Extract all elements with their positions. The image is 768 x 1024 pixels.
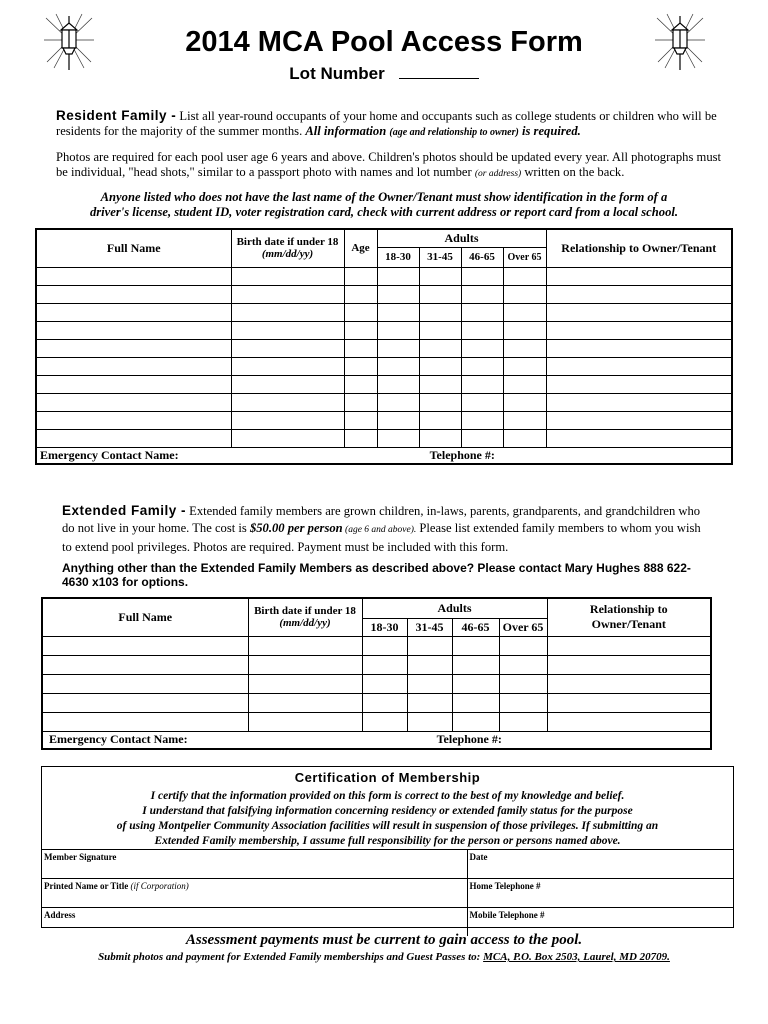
submit-note <box>0 951 768 963</box>
resident-emergency-row[interactable] <box>36 447 732 464</box>
printed-name-field[interactable] <box>42 879 467 908</box>
ext-col-full-name: Full Name <box>42 598 248 636</box>
certification-text <box>42 789 733 849</box>
photos-small: (or address) <box>474 169 522 179</box>
ext-col-adults: Adults <box>362 598 547 618</box>
table-row[interactable] <box>36 429 732 447</box>
cert-line-2: I understand that falsifying information concerning residency or extended family status for the purpose <box>142 805 633 817</box>
col-age: Age <box>344 229 377 267</box>
extended-contact: Anything other than the Extended Family Members as described above? Please contact Mary Hughes 888 622-4630 x103 for options. <box>62 561 691 589</box>
certification-title: Certification of Membership <box>294 770 481 785</box>
ext-emergency-label: Emergency Contact Name: <box>49 732 188 747</box>
printed-name-label: Printed Name or Title <box>44 881 131 891</box>
submit-address: MCA, P.O. Box 2503, Laurel, MD 20709. <box>483 951 670 963</box>
table-row[interactable] <box>36 411 732 429</box>
ext-relationship-b: Owner/Tenant <box>591 617 666 632</box>
resident-intro-bold: All information <box>305 124 390 138</box>
member-signature-field[interactable] <box>42 850 467 879</box>
resident-intro-small: (age and relationship to owner) <box>389 127 519 138</box>
form-title: 2014 MCA Pool Access Form <box>185 26 583 58</box>
id-line-2: driver's license, student ID, voter registration card, check with current address or report card from a local school. <box>89 205 679 219</box>
signature-table <box>42 849 733 936</box>
extended-intro <box>62 502 706 556</box>
table-row[interactable] <box>36 339 732 357</box>
lot-number-label: Lot Number <box>289 64 385 83</box>
col-18-30: 18-30 <box>377 247 419 267</box>
extended-heading: Extended Family - <box>62 503 187 518</box>
table-row[interactable] <box>36 285 732 303</box>
cert-line-4: Extended Family membership, I assume full responsibility for the person or persons named above. <box>154 835 621 847</box>
resident-intro <box>56 108 736 140</box>
id-line-1: Anyone listed who does not have the last name of the Owner/Tenant must show identification in the form of a <box>100 190 668 204</box>
table-row[interactable] <box>36 375 732 393</box>
col-over-65: Over 65 <box>503 247 546 267</box>
birth-label: Birth date if under 18 <box>236 236 339 249</box>
photos-text: Photos are required for each pool user age 6 years and above. Children's photos should be updated every year. All photographs must be individual, "head shots," similar to a passport photo with names and lot number <box>56 150 722 179</box>
extended-age-note: (age 6 and above). <box>342 525 417 535</box>
lot-number <box>0 64 768 84</box>
table-row[interactable] <box>42 655 711 674</box>
ext-col-birth-date <box>248 598 362 636</box>
printed-name-note: (if Corporation) <box>130 881 189 891</box>
ext-relationship-a: Relationship to <box>589 602 668 617</box>
member-signature-label: Member Signature <box>44 852 117 862</box>
table-row[interactable] <box>42 636 711 655</box>
telephone-label: Telephone #: <box>429 447 495 462</box>
resident-intro-bold2: is required. <box>518 124 581 138</box>
extended-cost: $50.00 per person <box>249 521 343 535</box>
assessment-note: Assessment payments must be current to gain access to the pool. <box>185 932 583 948</box>
date-label: Date <box>469 852 488 862</box>
ext-telephone-label: Telephone #: <box>436 732 502 747</box>
table-row[interactable] <box>36 393 732 411</box>
table-row[interactable] <box>36 267 732 285</box>
home-phone-field[interactable] <box>467 879 733 908</box>
col-full-name: Full Name <box>36 229 231 267</box>
ext-col-relationship <box>547 598 711 636</box>
lot-number-blank[interactable] <box>399 64 479 79</box>
ext-col-over-65: Over 65 <box>499 618 547 636</box>
date-field[interactable] <box>467 850 733 879</box>
table-row[interactable] <box>36 303 732 321</box>
home-phone-label: Home Telephone # <box>469 881 541 891</box>
birth-format: (mm/dd/yy) <box>261 248 314 261</box>
ext-birth-format: (mm/dd/yy) <box>279 617 331 630</box>
certification-box <box>41 766 734 928</box>
mobile-phone-label: Mobile Telephone # <box>469 910 545 920</box>
col-birth-date <box>231 229 344 267</box>
extended-emergency-row[interactable] <box>42 731 711 749</box>
table-row[interactable] <box>42 693 711 712</box>
col-relationship: Relationship to Owner/Tenant <box>546 229 732 267</box>
submit-text: Submit photos and payment for Extended Family memberships and Guest Passes to: <box>98 951 484 963</box>
table-row[interactable] <box>36 321 732 339</box>
table-row[interactable] <box>36 357 732 375</box>
extended-text-end: Please list extended family members to whom you wish to extend pool privileges. Photos are required. Payment must be included with this form. <box>62 521 701 554</box>
col-31-45: 31-45 <box>419 247 461 267</box>
col-adults: Adults <box>377 229 546 247</box>
ext-col-31-45: 31-45 <box>407 618 452 636</box>
emergency-label: Emergency Contact Name: <box>40 447 179 462</box>
cert-line-3: of using Montpelier Community Association facilities will result in suspension of those privileges. If submitting an <box>116 820 659 832</box>
table-row[interactable] <box>42 712 711 731</box>
photos-text-end: written on the back. <box>521 165 625 179</box>
ext-col-18-30: 18-30 <box>362 618 407 636</box>
table-row[interactable] <box>42 674 711 693</box>
cert-line-1: I certify that the information provided on this form is correct to the best of my knowledge and belief. <box>150 790 625 802</box>
ext-col-46-65: 46-65 <box>452 618 499 636</box>
ext-birth-label: Birth date if under 18 <box>254 605 356 618</box>
resident-table <box>35 228 733 465</box>
resident-intro-text: List all year-round occupants of your home and occupants such as college students or children who will be residents for the majority of the summer months. <box>56 109 717 138</box>
resident-photos <box>56 150 736 182</box>
col-46-65: 46-65 <box>461 247 503 267</box>
resident-heading: Resident Family - <box>56 108 177 123</box>
extended-text: Extended family members are grown children, in-laws, parents, grandparents, and grandchildren who do not live in your home. The cost is <box>62 504 701 535</box>
extended-table <box>41 597 712 750</box>
address-label: Address <box>44 910 76 920</box>
